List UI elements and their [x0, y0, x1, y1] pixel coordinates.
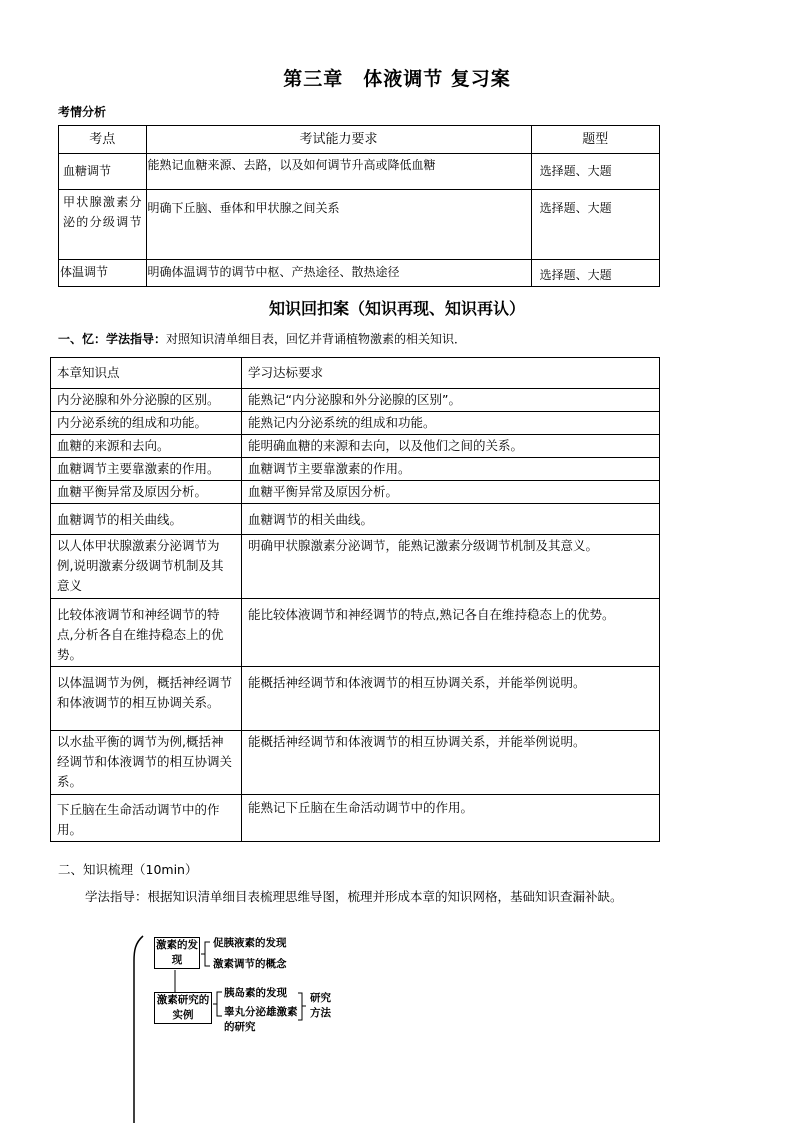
table-row	[59, 190, 660, 260]
table-row	[51, 458, 660, 481]
mindmap-connector	[170, 966, 180, 994]
exam-requirement: 明确体温调节的调节中枢、产热途径、散热途径	[146, 260, 531, 287]
knowledge-point: 血糖平衡异常及原因分析。	[51, 481, 242, 504]
mindmap-bracket	[200, 938, 212, 970]
knowledge-point: 以体温调节为例，概括神经调节和体液调节的相互协调关系。	[51, 667, 242, 731]
mindmap-bracket	[296, 990, 308, 1024]
table-row	[51, 795, 660, 842]
knowledge-requirement: 血糖平衡异常及原因分析。	[242, 481, 660, 504]
exam-type: 选择题、大题	[531, 190, 659, 260]
header-requirement: 学习达标要求	[242, 358, 660, 389]
mindmap-bracket	[212, 988, 224, 1020]
exam-type: 选择题、大题	[531, 154, 659, 190]
header-point: 考点	[59, 126, 147, 154]
knowledge-requirement: 血糖调节主要靠激素的作用。	[242, 458, 660, 481]
table-row	[51, 504, 660, 535]
knowledge-requirement: 能熟记下丘脑在生命活动调节中的作用。	[242, 795, 660, 842]
header-requirement: 考试能力要求	[146, 126, 531, 154]
knowledge-requirement: 能熟记“内分泌腺和外分泌腺的区别”。	[242, 389, 660, 412]
knowledge-point: 血糖调节主要靠激素的作用。	[51, 458, 242, 481]
mindmap-item: 激素调节的概念	[213, 958, 287, 970]
table-row	[51, 667, 660, 731]
knowledge-point: 以水盐平衡的调节为例,概括神经调节和体液调节的相互协调关系。	[51, 731, 242, 795]
knowledge-point: 血糖调节的相关曲线。	[51, 504, 242, 535]
mindmap-method: 研究方法	[310, 992, 331, 1019]
mindmap-item: 睾丸分泌雄激素的研究	[224, 1006, 298, 1033]
section1-guide-label: 学法指导：	[106, 332, 167, 346]
section1-guide-text: 对照知识清单细目表，回忆并背诵植物激素的相关知识．	[166, 332, 467, 346]
header-type: 题型	[531, 126, 659, 154]
exam-analysis-heading: 考情分析	[58, 105, 107, 119]
knowledge-point: 内分泌系统的组成和功能。	[51, 412, 242, 435]
section2-heading: 二、知识梳理（10min）	[58, 862, 198, 877]
table-row	[51, 412, 660, 435]
knowledge-point: 以人体甲状腺激素分泌调节为例,说明激素分级调节机制及其意义	[51, 535, 242, 599]
table-row	[51, 731, 660, 795]
table-row	[51, 599, 660, 667]
knowledge-point: 比较体液调节和神经调节的特点,分析各自在维持稳态上的优势。	[51, 599, 242, 667]
knowledge-requirement: 能熟记内分泌系统的组成和功能。	[242, 412, 660, 435]
knowledge-requirement: 明确甲状腺激素分泌调节，能熟记激素分级调节机制及其意义。	[242, 535, 660, 599]
knowledge-requirement: 能概括神经调节和体液调节的相互协调关系，并能举例说明。	[242, 667, 660, 731]
table-row	[51, 481, 660, 504]
knowledge-requirement: 血糖调节的相关曲线。	[242, 504, 660, 535]
exam-point: 甲状腺激素分泌的分级调节	[59, 190, 147, 260]
table-row	[51, 389, 660, 412]
mindmap-item: 促胰液素的发现	[213, 937, 287, 949]
knowledge-requirement: 能比较体液调节和神经调节的特点,熟记各自在维持稳态上的优势。	[242, 599, 660, 667]
table-header-row	[51, 358, 660, 389]
section1-prefix: 一、忆：	[58, 332, 107, 346]
review-title: 知识回扣案（知识再现、知识再认）	[268, 299, 525, 318]
exam-point: 体温调节	[59, 260, 147, 287]
section1-line	[58, 330, 466, 347]
header-knowledge-point: 本章知识点	[51, 358, 242, 389]
mindmap-item: 胰岛素的发现	[224, 987, 287, 999]
table-row	[59, 260, 660, 287]
exam-analysis-table	[58, 125, 660, 287]
mindmap-box-examples: 激素研究的实例	[154, 992, 212, 1024]
knowledge-point: 下丘脑在生命活动调节中的作用。	[51, 795, 242, 842]
exam-point: 血糖调节	[59, 154, 147, 190]
page-title: 第三章 体液调节 复习案	[283, 68, 511, 90]
exam-type: 选择题、大题	[531, 260, 659, 287]
table-row	[51, 435, 660, 458]
knowledge-table	[50, 357, 660, 842]
exam-requirement: 明确下丘脑、垂体和甲状腺之间关系	[146, 190, 531, 260]
exam-requirement: 能熟记血糖来源、去路，以及如何调节升高或降低血糖	[146, 154, 531, 190]
section2-guide: 学法指导：根据知识清单细目表梳理思维导图，梳理并形成本章的知识网格，基础知识查漏补缺。	[85, 889, 623, 904]
knowledge-point: 内分泌腺和外分泌腺的区别。	[51, 389, 242, 412]
table-row	[51, 535, 660, 599]
knowledge-requirement: 能概括神经调节和体液调节的相互协调关系，并能举例说明。	[242, 731, 660, 795]
table-row	[59, 154, 660, 190]
mindmap-box-discovery: 激素的发现	[154, 937, 200, 969]
knowledge-point: 血糖的来源和去向。	[51, 435, 242, 458]
knowledge-requirement: 能明确血糖的来源和去向，以及他们之间的关系。	[242, 435, 660, 458]
table-header-row	[59, 126, 660, 154]
